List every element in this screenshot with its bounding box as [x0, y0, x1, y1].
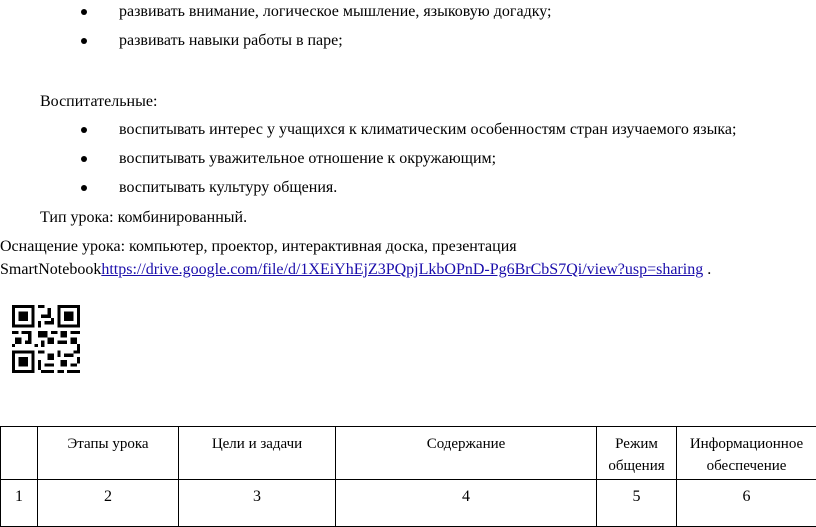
- lesson-plan-table: [0, 426, 816, 527]
- table-row: [1, 480, 816, 527]
- bullet: [81, 9, 87, 15]
- bullet: [81, 127, 87, 133]
- number-cell: 4: [336, 480, 597, 527]
- number-cell: 6: [677, 480, 816, 527]
- equipment-line: Оснащение урока: компьютер, проектор, интерактивная доска, презентация: [0, 237, 517, 257]
- header-cell-goals: Цели и задачи: [179, 427, 336, 480]
- number-cell: 2: [38, 480, 179, 527]
- lesson-type: Тип урока: комбинированный.: [40, 208, 247, 228]
- number-cell: 3: [179, 480, 336, 527]
- bullet: [81, 38, 87, 44]
- goal-edu-1: воспитывать интерес у учащихся к климатическим особенностям стран изучаемого языка;: [119, 120, 736, 140]
- edu-heading: Воспитательные:: [40, 92, 157, 112]
- header-cell-empty: [1, 427, 38, 480]
- equipment-prefix: SmartNotebook: [0, 261, 101, 278]
- header-cell-content: Содержание: [336, 427, 597, 480]
- goal-dev-1: развивать внимание, логическое мышление, языковую догадку;: [119, 2, 551, 22]
- bullet: [81, 185, 87, 191]
- bullet: [81, 156, 87, 162]
- goal-dev-2: развивать навыки работы в паре;: [119, 31, 343, 51]
- number-cell: 5: [597, 480, 677, 527]
- header-cell-info: Информационное обеспечение: [677, 427, 816, 480]
- presentation-link[interactable]: https://drive.google.com/file/d/1XEiYhEjZ3PQpjLkbOPnD-Pg6BrCbS7Qi/view?usp=sharing: [101, 261, 703, 278]
- header-cell-mode: Режим общения: [597, 427, 677, 480]
- goal-edu-2: воспитывать уважительное отношение к окружающим;: [119, 149, 496, 169]
- number-cell: 1: [1, 480, 38, 527]
- equipment-link-line: [0, 260, 711, 280]
- goal-edu-3: воспитывать культуру общения.: [119, 178, 337, 198]
- table-header-row: [1, 427, 816, 480]
- header-cell-stages: Этапы урока: [38, 427, 179, 480]
- equipment-suffix: .: [703, 261, 711, 278]
- qr-code-image: [12, 305, 80, 373]
